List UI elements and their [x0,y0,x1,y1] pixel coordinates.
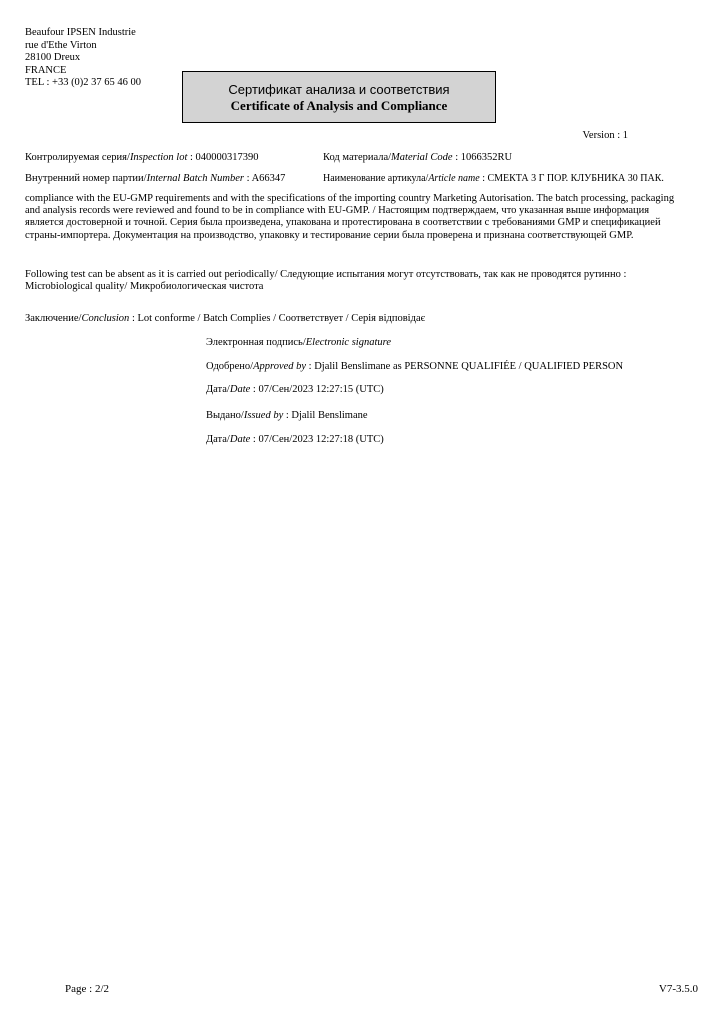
company-name: Beaufour IPSEN Industrie [25,27,136,38]
internal-batch-label-ru: Внутренний номер партии/ [25,173,147,184]
country: FRANCE [25,64,67,76]
inspection-lot-field [25,152,259,165]
material-code-label-ru: Код материала/ [323,152,392,163]
article-name-label-ru: Наименование артикула/ [323,173,429,184]
sender-address [25,27,141,90]
issued-date-value: : 07/Сен/2023 12:27:18 (UTC) [250,434,384,445]
inspection-lot-label-ru: Контролируемая серия/ [25,152,130,163]
approved-date-value: : 07/Сен/2023 12:27:15 (UTC) [250,384,384,395]
issued-date-label-en: Date [229,434,251,445]
title-russian: Сертификат анализа и соответствия [228,82,450,97]
internal-batch-field [25,173,285,186]
page-number: Page : 2/2 [65,983,109,995]
internal-batch-label-en: Internal Batch Number [146,173,244,184]
approved-value: : Djalil Benslimane as PERSONNE QUALIFIÉE / QUALIFIED PERSON [306,361,624,372]
conclusion-value: : Lot conforme / Batch Complies / Соответствует / Серія відповідає [129,313,426,324]
signature-heading-en: Electronic signature [305,337,391,348]
article-name-label-en: Article name [428,173,480,184]
approved-date-label-ru: Дата/ [206,384,230,395]
article-name-value: : СМЕКТА 3 Г ПОР. КЛУБНИКА 30 ПАК. [479,173,664,184]
issued-label-ru: Выдано/ [206,410,244,421]
material-code-value: : 1066352RU [452,152,513,163]
compliance-statement: compliance with the EU-GMP requirements and with the specifications of the importing country Marketing Autorisation. The batch processing, packaging and analysis records were reviewed and found to be in compliance with EU-GMP. / Настоящим подтверждаем, что указанная выше информация является достоверной и точной. Серия была произведена, упакована и протестирована в соответствии с требованиями GMP и спецификацией страны-импортера. Документация на производство, упаковку и тестирование серии была проверена и признана соответствующей GMP. [25,193,675,241]
approved-date [206,384,384,397]
periodic-test-note: Following test can be absent as it is carried out periodically/ Следующие испытания могут отсутствовать, так как не проводятся рутинно : Microbiological quality/ Микробиологическая чистота [25,269,627,293]
inspection-lot-label-en: Inspection lot [129,152,188,163]
approved-date-label-en: Date [229,384,251,395]
signature-heading-ru: Электронная подпись/ [206,337,306,348]
conclusion-label-ru: Заключение/ [25,313,82,324]
telephone: TEL : +33 (0)2 37 65 46 00 [25,77,142,88]
issued-by [206,410,368,423]
title-english: Certificate of Analysis and Compliance [230,98,448,113]
city: 28100 Dreux [25,52,81,63]
document-title-box [182,71,496,123]
material-code-field [323,152,512,165]
internal-batch-value: : A66347 [244,173,286,184]
article-name-field [323,173,664,186]
conclusion-label-en: Conclusion [81,313,130,324]
approved-by [206,361,623,374]
version-label: Version : 1 [582,130,628,141]
issued-date-label-ru: Дата/ [206,434,230,445]
issued-value: : Djalil Benslimane [283,410,368,421]
issued-date [206,434,384,447]
inspection-lot-value: : 040000317390 [187,152,259,163]
approved-label-ru: Одобрено/ [206,361,254,372]
issued-label-en: Issued by [243,410,284,421]
electronic-signature-heading [206,337,391,350]
conclusion [25,313,425,326]
material-code-label-en: Material Code [391,152,453,163]
approved-label-en: Approved by [253,361,307,372]
document-version: V7-3.5.0 [658,983,698,995]
street-address: rue d'Ethe Virton [25,39,97,51]
